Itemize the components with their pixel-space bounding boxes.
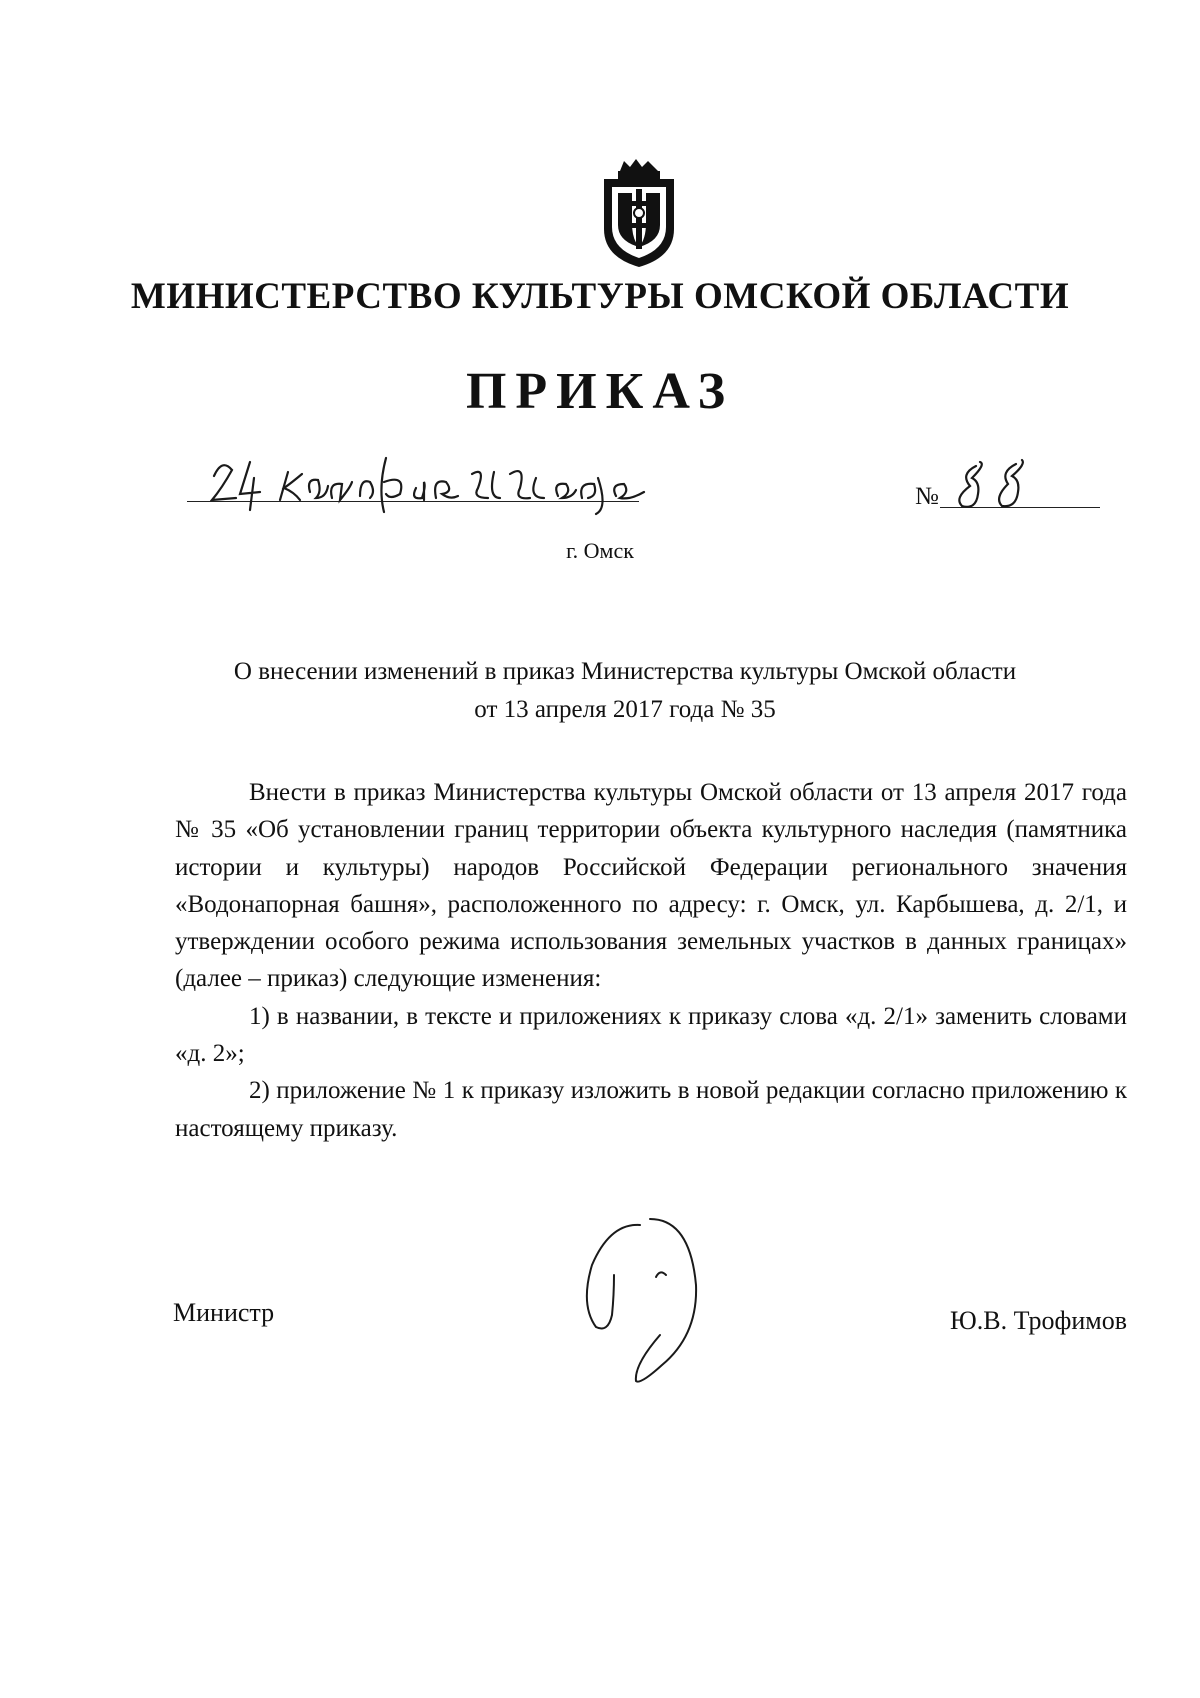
document-type-title: ПРИКАЗ [465,363,735,420]
ministry-name: МИНИСТЕРСТВО КУЛЬТУРЫ ОМСКОЙ ОБЛАСТИ [130,276,1070,317]
coat-of-arms-icon [598,157,680,269]
subject-line-1: О внесении изменений в приказ Министерства культуры Омской области [233,658,1017,685]
city-label: г. Омск [566,538,634,563]
body-intro-paragraph: Внести в приказ Министерства культуры Омской области от 13 апреля 2017 года № 35 «Об установлении границ территории объекта культурного наследия (памятника истории и культуры) народов Российской Федерации регионального значения «Водонапорная башня», расположенного по адресу: г. Омск, ул. Карбышева, д. 2/1, и утверждении особого режима использования земельных участков в данных границах» (далее – приказ) следующие изменения: [175,779,1127,993]
body-item-1: 1) в названии, в тексте и приложениях к приказу слова «д. 2/1» заменить словами «д. 2»; [175,1002,1127,1068]
signatory-title: Министр [173,1298,275,1327]
handwritten-signature [570,1215,720,1390]
document-subject [150,653,1100,729]
subject-line-2: от 13 апреля 2017 года № 35 [474,696,776,723]
signatory-name: Ю.В. Трофимов [950,1306,1127,1335]
body-item-2: 2) приложение № 1 к приказу изложить в новой редакции согласно приложению к настоящему приказу. [175,1077,1127,1142]
number-sign: № [915,483,939,510]
handwritten-date [210,448,650,518]
handwritten-number [950,458,1040,513]
document-body [175,774,1127,1147]
